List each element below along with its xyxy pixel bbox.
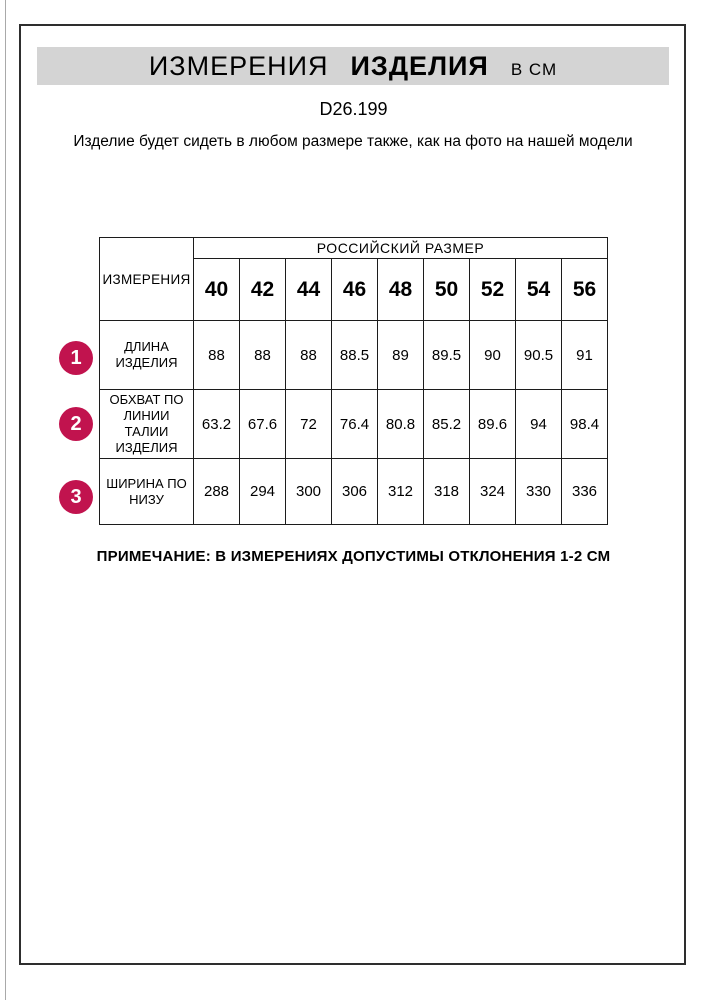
fit-description: Изделие будет сидеть в любом размере также, как на фото на нашей модели xyxy=(73,133,633,150)
row-marker-3: 3 xyxy=(59,480,93,514)
value-cell: 76.4 xyxy=(332,390,378,459)
size-header-cell: 46 xyxy=(332,259,378,321)
value-cell: 336 xyxy=(562,459,608,525)
row-marker-1: 1 xyxy=(59,341,93,375)
value-cell: 288 xyxy=(194,459,240,525)
table-row xyxy=(100,390,608,459)
value-cell: 98.4 xyxy=(562,390,608,459)
value-cell: 89.6 xyxy=(470,390,516,459)
value-cell: 89.5 xyxy=(424,321,470,390)
tolerance-note: ПРИМЕЧАНИЕ: В ИЗМЕРЕНИЯХ ДОПУСТИМЫ ОТКЛОНЕНИЯ 1-2 СМ xyxy=(96,548,611,565)
value-cell: 312 xyxy=(378,459,424,525)
value-cell: 300 xyxy=(286,459,332,525)
size-table xyxy=(99,237,608,525)
table-row xyxy=(100,459,608,525)
value-cell: 88.5 xyxy=(332,321,378,390)
value-cell: 330 xyxy=(516,459,562,525)
title-word-product: ИЗДЕЛИЯ xyxy=(350,51,489,81)
table-corner-label: ИЗМЕРЕНИЯ xyxy=(100,238,194,321)
value-cell: 88 xyxy=(286,321,332,390)
value-cell: 89 xyxy=(378,321,424,390)
value-cell: 324 xyxy=(470,459,516,525)
row-label-bottom-width: ШИРИНА ПО НИЗУ xyxy=(100,459,194,525)
value-cell: 72 xyxy=(286,390,332,459)
value-cell: 67.6 xyxy=(240,390,286,459)
size-header-cell: 56 xyxy=(562,259,608,321)
value-cell: 306 xyxy=(332,459,378,525)
title-bar xyxy=(37,47,669,85)
value-cell: 294 xyxy=(240,459,286,525)
value-cell: 63.2 xyxy=(194,390,240,459)
value-cell: 90.5 xyxy=(516,321,562,390)
size-header-cell: 42 xyxy=(240,259,286,321)
value-cell: 318 xyxy=(424,459,470,525)
value-cell: 85.2 xyxy=(424,390,470,459)
title-word-measurements: ИЗМЕРЕНИЯ xyxy=(148,51,329,81)
size-header-cell: 50 xyxy=(424,259,470,321)
value-cell: 80.8 xyxy=(378,390,424,459)
size-header-cell: 44 xyxy=(286,259,332,321)
value-cell: 88 xyxy=(240,321,286,390)
row-marker-2: 2 xyxy=(59,407,93,441)
page-edge-line xyxy=(5,0,6,1000)
value-cell: 94 xyxy=(516,390,562,459)
size-header-cell: 52 xyxy=(470,259,516,321)
title-units: В СМ xyxy=(510,60,558,79)
size-header-cell: 40 xyxy=(194,259,240,321)
value-cell: 91 xyxy=(562,321,608,390)
value-cell: 90 xyxy=(470,321,516,390)
article-number: D26.199 xyxy=(319,99,388,119)
size-header-cell: 54 xyxy=(516,259,562,321)
value-cell: 88 xyxy=(194,321,240,390)
row-label-waist: ОБХВАТ ПО ЛИНИИ ТАЛИИ ИЗДЕЛИЯ xyxy=(100,390,194,459)
size-header-cell: 48 xyxy=(378,259,424,321)
row-label-length: ДЛИНА ИЗДЕЛИЯ xyxy=(100,321,194,390)
table-row xyxy=(100,321,608,390)
table-group-header: РОССИЙСКИЙ РАЗМЕР xyxy=(194,238,608,259)
